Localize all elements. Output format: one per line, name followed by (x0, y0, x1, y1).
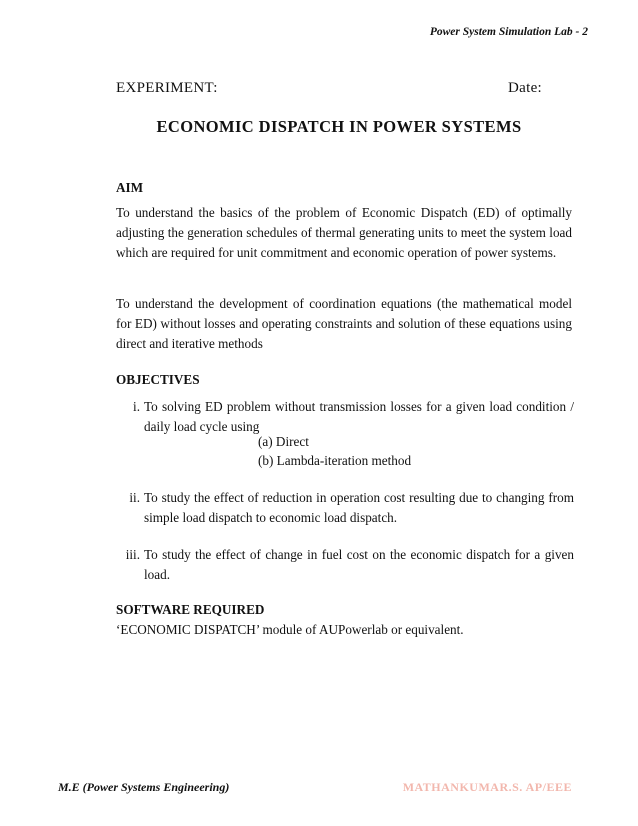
date-label: Date: (508, 80, 542, 96)
software-heading: SOFTWARE REQUIRED (116, 602, 265, 617)
aim-heading-block (116, 178, 572, 198)
footer-course: M.E (Power Systems Engineering) (58, 780, 230, 794)
objective-number: ii. (129, 490, 140, 505)
objective-number: iii. (125, 547, 140, 562)
objective-text: To study the effect of change in fuel cost on the economic dispatch for a given load. (144, 547, 574, 582)
objective-text: To study the effect of reduction in operation cost resulting due to changing from simple load dispatch to economic load dispatch. (144, 490, 574, 525)
objectives-heading: OBJECTIVES (116, 372, 200, 387)
software-block (116, 600, 572, 640)
objective-number: i. (133, 399, 140, 414)
subitem-lambda-iteration: (b) Lambda-iteration method (258, 453, 412, 468)
aim-paragraph-1: To understand the basics of the problem of Economic Dispatch (ED) of optimally adjusting the generation schedules of thermal generating units to meet the system load which are required for unit commitment and economic operation of power systems. (116, 205, 572, 260)
experiment-row (116, 80, 542, 97)
page-title: ECONOMIC DISPATCH IN POWER SYSTEMS (156, 117, 522, 136)
subitem-direct: (a) Direct (258, 434, 309, 449)
software-text: ‘ECONOMIC DISPATCH’ module of AUPowerlab or equivalent. (116, 622, 464, 637)
footer-author: MATHANKUMAR.S. AP/EEE (402, 780, 572, 794)
objective-text: To solving ED problem without transmission losses for a given load condition / daily load cycle using (144, 399, 574, 434)
objectives-heading-block (116, 370, 572, 390)
aim-paragraph-2: To understand the development of coordination equations (the mathematical model for ED) without losses and operating constraints and solution of these equations using direct and iterative methods (116, 296, 572, 351)
aim-heading: AIM (116, 180, 144, 195)
experiment-label: EXPERIMENT: (116, 80, 218, 96)
running-header: Power System Simulation Lab - 2 (429, 26, 588, 38)
